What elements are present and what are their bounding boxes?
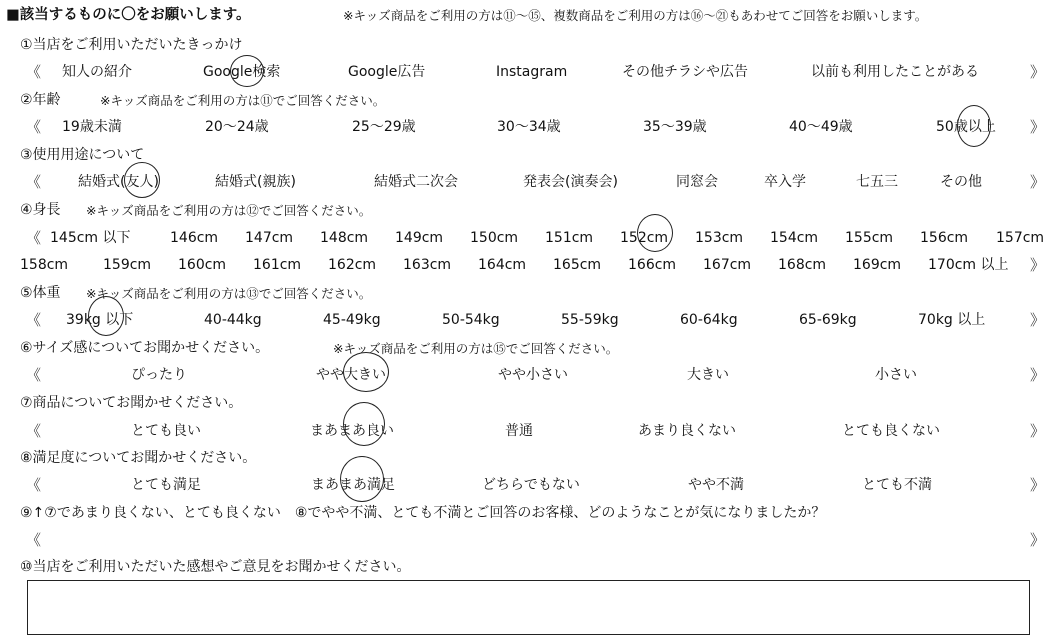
answer-circle xyxy=(124,162,160,198)
q4-option[interactable]: 166cm xyxy=(628,257,677,273)
q4-option[interactable]: 170cm 以上 xyxy=(928,257,1009,273)
q4-option[interactable]: 159cm xyxy=(103,257,152,273)
q1-option[interactable]: Google広告 xyxy=(348,64,426,80)
q3-option[interactable]: 結婚式(親族) xyxy=(215,174,296,190)
q4-note: ※キッズ商品をご利用の方は⑫でご回答ください。 xyxy=(86,203,372,218)
q2-title: ②年齢 xyxy=(20,92,61,108)
form-title: ■該当するものに〇をお願いします。 xyxy=(6,7,251,23)
answer-circle xyxy=(343,352,389,392)
q4-title: ④身長 xyxy=(20,202,61,218)
q3-option[interactable]: その他 xyxy=(940,174,982,190)
bracket-close: 》 xyxy=(1030,256,1046,274)
form-note: ※キッズ商品をご利用の方は⑪〜⑮、複数商品をご利用の方は⑯〜㉑もあわせてご回答をお願いします。 xyxy=(343,8,928,23)
q8-option[interactable]: まあまあ満足 xyxy=(311,477,395,493)
q7-option[interactable]: まあまあ良い xyxy=(310,423,394,439)
q4-option[interactable]: 151cm xyxy=(545,230,594,246)
q1-option[interactable]: Google検索 xyxy=(203,64,281,80)
bracket-close: 》 xyxy=(1030,173,1046,191)
q3-title: ③使用用途について xyxy=(20,147,145,163)
answer-circle xyxy=(957,105,991,147)
q5-option[interactable]: 39kg 以下 xyxy=(66,312,134,328)
bracket-open: 《 xyxy=(26,63,42,81)
q4-option[interactable]: 153cm xyxy=(695,230,744,246)
q4-option[interactable]: 157cm xyxy=(996,230,1045,246)
answer-circle xyxy=(88,296,124,336)
q2-note: ※キッズ商品をご利用の方は⑪でご回答ください。 xyxy=(100,93,386,108)
q4-option[interactable]: 152cm xyxy=(620,230,669,246)
bracket-open: 《 xyxy=(26,422,42,440)
q7-title: ⑦商品についてお聞かせください。 xyxy=(20,395,243,411)
q2-option[interactable]: 25～29歳 xyxy=(352,119,416,135)
q6-option[interactable]: やや大きい xyxy=(316,367,386,383)
q5-option[interactable]: 45-49kg xyxy=(323,312,381,328)
bracket-open: 《 xyxy=(26,229,42,247)
q1-option[interactable]: その他チラシや広告 xyxy=(622,64,748,80)
q5-option[interactable]: 60-64kg xyxy=(680,312,738,328)
q4-option[interactable]: 165cm xyxy=(553,257,602,273)
q4-option[interactable]: 154cm xyxy=(770,230,819,246)
bracket-open: 《 xyxy=(26,531,42,549)
bracket-open: 《 xyxy=(26,366,42,384)
bracket-close: 》 xyxy=(1030,63,1046,81)
bracket-close: 》 xyxy=(1030,311,1046,329)
q7-option[interactable]: 普通 xyxy=(505,423,533,439)
q6-option[interactable]: 大きい xyxy=(687,367,729,383)
bracket-close: 》 xyxy=(1030,422,1046,440)
q6-option[interactable]: 小さい xyxy=(875,367,917,383)
q4-option[interactable]: 149cm xyxy=(395,230,444,246)
q3-option[interactable]: 結婚式(友人) xyxy=(78,174,159,190)
q2-option[interactable]: 19歳未満 xyxy=(62,119,122,135)
q3-option[interactable]: 結婚式二次会 xyxy=(374,174,458,190)
answer-circle xyxy=(340,456,384,502)
q1-title: ①当店をご利用いただいたきっかけ xyxy=(20,37,243,53)
answer-circle xyxy=(343,402,385,446)
q8-option[interactable]: とても満足 xyxy=(131,477,201,493)
q4-option[interactable]: 148cm xyxy=(320,230,369,246)
q6-option[interactable]: やや小さい xyxy=(498,367,568,383)
bracket-close: 》 xyxy=(1030,476,1046,494)
q4-option[interactable]: 155cm xyxy=(845,230,894,246)
q4-option[interactable]: 145cm 以下 xyxy=(50,230,131,246)
q5-option[interactable]: 55-59kg xyxy=(561,312,619,328)
q4-option[interactable]: 164cm xyxy=(478,257,527,273)
q2-option[interactable]: 20～24歳 xyxy=(205,119,269,135)
q5-title: ⑤体重 xyxy=(20,285,61,301)
q4-option[interactable]: 158cm xyxy=(20,257,69,273)
bracket-close: 》 xyxy=(1030,118,1046,136)
q8-option[interactable]: やや不満 xyxy=(688,477,744,493)
q7-option[interactable]: とても良くない xyxy=(842,423,940,439)
q4-option[interactable]: 169cm xyxy=(853,257,902,273)
bracket-open: 《 xyxy=(26,476,42,494)
q8-title: ⑧満足度についてお聞かせください。 xyxy=(20,450,257,466)
q2-option[interactable]: 40～49歳 xyxy=(789,119,853,135)
q7-option[interactable]: とても良い xyxy=(131,423,201,439)
q8-option[interactable]: とても不満 xyxy=(862,477,932,493)
q5-option[interactable]: 65-69kg xyxy=(799,312,857,328)
q4-option[interactable]: 162cm xyxy=(328,257,377,273)
q2-option[interactable]: 30～34歳 xyxy=(497,119,561,135)
q2-option[interactable]: 35～39歳 xyxy=(643,119,707,135)
q3-option[interactable]: 同窓会 xyxy=(676,174,718,190)
answer-circle xyxy=(637,214,673,252)
q4-option[interactable]: 168cm xyxy=(778,257,827,273)
bracket-close: 》 xyxy=(1030,366,1046,384)
q4-option[interactable]: 161cm xyxy=(253,257,302,273)
answer-circle xyxy=(230,55,264,87)
q1-option[interactable]: 知人の紹介 xyxy=(62,64,132,80)
q3-option[interactable]: 発表会(演奏会) xyxy=(523,174,618,190)
q4-option[interactable]: 163cm xyxy=(403,257,452,273)
q2-option[interactable]: 50歳以上 xyxy=(936,119,996,135)
q6-title: ⑥サイズ感についてお聞かせください。 xyxy=(20,340,270,356)
bracket-open: 《 xyxy=(26,118,42,136)
q5-option[interactable]: 50-54kg xyxy=(442,312,500,328)
q5-option[interactable]: 70kg 以上 xyxy=(918,312,986,328)
q3-option[interactable]: 卒入学 xyxy=(764,174,806,190)
bracket-open: 《 xyxy=(26,311,42,329)
q6-note: ※キッズ商品をご利用の方は⑮でご回答ください。 xyxy=(333,341,619,356)
q7-option[interactable]: あまり良くない xyxy=(638,423,736,439)
q1-option[interactable]: Instagram xyxy=(496,64,568,80)
bracket-close: 》 xyxy=(1030,531,1046,549)
q4-option[interactable]: 146cm xyxy=(170,230,219,246)
q3-option[interactable]: 七五三 xyxy=(856,174,898,190)
q4-option[interactable]: 156cm xyxy=(920,230,969,246)
q4-option[interactable]: 160cm xyxy=(178,257,227,273)
q6-option[interactable]: ぴったり xyxy=(131,367,187,383)
q5-option[interactable]: 40-44kg xyxy=(204,312,262,328)
q9-title: ⑨↑⑦であまり良くない、とても良くない ⑧でやや不満、とても不満とご回答のお客様、どのようなことが気になりましたか？ xyxy=(20,505,826,521)
q4-option[interactable]: 150cm xyxy=(470,230,519,246)
q4-option[interactable]: 147cm xyxy=(245,230,294,246)
q1-option[interactable]: 以前も利用したことがある xyxy=(811,64,979,80)
q4-option[interactable]: 167cm xyxy=(703,257,752,273)
comment-box[interactable] xyxy=(27,580,1030,635)
q5-note: ※キッズ商品をご利用の方は⑬でご回答ください。 xyxy=(86,286,372,301)
bracket-open: 《 xyxy=(26,173,42,191)
q10-title: ⑩当店をご利用いただいた感想やご意見をお聞かせください。 xyxy=(20,559,411,575)
q8-option[interactable]: どちらでもない xyxy=(482,477,580,493)
